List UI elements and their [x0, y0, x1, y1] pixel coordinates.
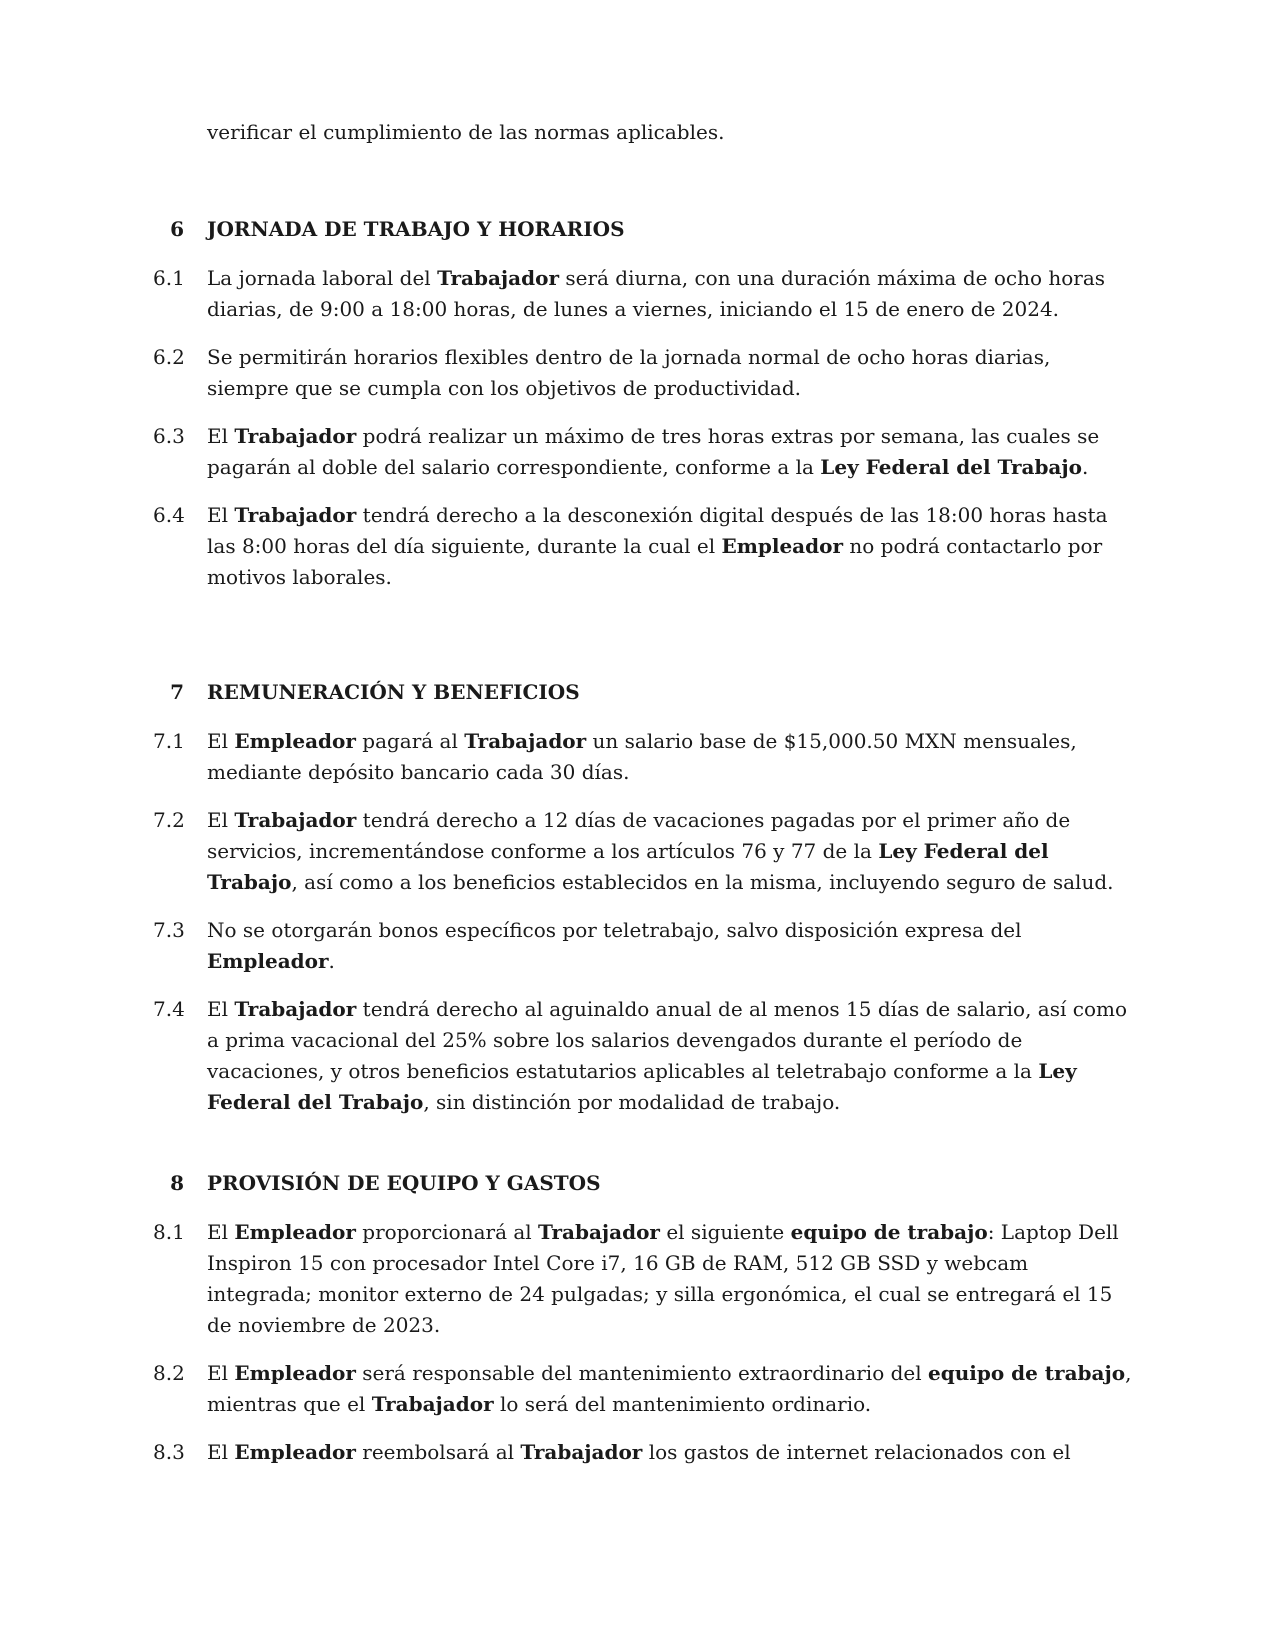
text-segment: El: [207, 808, 235, 832]
bold-term: Empleador: [234, 729, 356, 753]
clause-number: 8.1: [153, 1220, 185, 1244]
clause-number: 6.4: [153, 503, 185, 527]
section-heading: [0, 214, 1275, 245]
text-segment: el siguiente: [659, 1220, 791, 1244]
text-segment: .: [328, 949, 335, 973]
section-title: JORNADA DE TRABAJO Y HORARIOS: [207, 217, 625, 241]
clause-6-3: [0, 421, 1275, 483]
clause-number: 7.4: [153, 997, 185, 1021]
text-segment: tendrá derecho al aguinaldo anual de al menos 15 días de salario, así como a prima vacacional del 25% sobre los salarios devengados durante el período de vacaciones, y otros beneficios estatutarios aplicables al teletrabajo conforme a la: [207, 997, 1127, 1083]
section-title: PROVISIÓN DE EQUIPO Y GASTOS: [207, 1171, 601, 1195]
section-heading: [0, 677, 1275, 708]
bold-term: Ley Federal del Trabajo: [820, 455, 1082, 479]
text-segment: proporcionará al: [355, 1220, 539, 1244]
section-6: [0, 214, 1275, 593]
clause-text: [207, 915, 1137, 977]
text-segment: tendrá derecho a 12 días de vacaciones pagadas por el primer año de servicios, incrementándose conforme a los artículos 76 y 77 de la: [207, 808, 1071, 863]
clause-text: [207, 421, 1137, 483]
clause-number: 7.2: [153, 808, 185, 832]
text-segment: tendrá derecho a la desconexión digital después de las 18:00 horas hasta las 8:00 horas del día siguiente, durante la cual el: [207, 503, 1108, 558]
text-segment: Se permitirán horarios flexibles dentro de la jornada normal de ocho horas diarias, siempre que se cumpla con los objetivos de productividad.: [207, 345, 1051, 400]
clause-text: [207, 342, 1137, 404]
section-7: [0, 677, 1275, 1118]
text-segment: un salario base de $15,000.50 MXN mensuales, mediante depósito bancario cada 30 días.: [207, 729, 1077, 784]
text-segment: El: [207, 1361, 235, 1385]
text-segment: será responsable del mantenimiento extraordinario del: [355, 1361, 928, 1385]
bold-term: Trabajador: [234, 997, 357, 1021]
text-segment: El: [207, 729, 235, 753]
bold-term: equipo de trabajo: [790, 1220, 988, 1244]
bold-term: Trabajador: [520, 1440, 643, 1464]
text-segment: La jornada laboral del: [207, 266, 438, 290]
bold-term: Trabajador: [234, 808, 357, 832]
bold-term: Trabajador: [234, 503, 357, 527]
text-segment: reembolsará al: [355, 1440, 521, 1464]
text-segment: .: [1081, 455, 1089, 479]
text-segment: No se otorgarán bonos específicos por teletrabajo, salvo disposición expresa del: [207, 918, 1022, 942]
clause-text: [207, 805, 1137, 898]
bold-term: Empleador: [721, 534, 844, 558]
clause-7-2: [0, 805, 1275, 898]
bold-term: Trabajador: [538, 1220, 660, 1244]
clause-text: [207, 1437, 1137, 1468]
clause-7-3: [0, 915, 1275, 977]
bold-term: Empleador: [234, 1361, 356, 1385]
bold-term: Empleador: [234, 1220, 356, 1244]
clause-text: [207, 500, 1137, 593]
text-segment: El: [207, 424, 235, 448]
text-segment: podrá realizar un máximo de tres horas extras por semana, las cuales se pagarán al doble del salario correspondiente, conforme a la: [207, 424, 1100, 479]
clause-6-1: [0, 263, 1275, 325]
clause-number: 8.3: [153, 1440, 185, 1464]
section-heading: [0, 1168, 1275, 1199]
text-segment: , mientras que el: [207, 1361, 1132, 1416]
clause-8-3: [0, 1437, 1275, 1468]
clause-6-4: [0, 500, 1275, 593]
clause-number: 6.2: [153, 345, 185, 369]
text-segment: : Laptop Dell Inspiron 15 con procesador Intel Core i7, 16 GB de RAM, 512 GB SSD y webcam integrada; monitor externo de 24 pulgadas; y silla ergonómica, el cual se entregará el 15 de noviembre de 2023.: [207, 1220, 1119, 1337]
section-number: 6: [170, 217, 184, 241]
text-segment: , así como a los beneficios establecidos en la misma, incluyendo seguro de salud.: [291, 870, 1114, 894]
clause-6-2: [0, 342, 1275, 404]
text-segment: no podrá contactarlo por motivos laborales.: [207, 534, 1103, 589]
clause-text: [207, 263, 1137, 325]
clause-number: 7.3: [153, 918, 185, 942]
clause-8-2: [0, 1358, 1275, 1420]
text-segment: lo será del mantenimiento ordinario.: [493, 1392, 872, 1416]
bold-term: Trabajador: [371, 1392, 494, 1416]
clause-7-4: [0, 994, 1275, 1118]
section-number: 7: [170, 680, 184, 704]
text-segment: será diurna, con una duración máxima de ocho horas diarias, de 9:00 a 18:00 horas, de lunes a viernes, iniciando el 15 de enero de 2024.: [207, 266, 1106, 321]
continuation-text: verificar el cumplimiento de las normas aplicables.: [207, 120, 725, 144]
bold-term: Trabajador: [464, 729, 587, 753]
clause-text: [207, 1217, 1137, 1341]
text-segment: , sin distinción por modalidad de trabajo.: [423, 1090, 841, 1114]
text-segment: El: [207, 1440, 235, 1464]
section-title: REMUNERACIÓN Y BENEFICIOS: [207, 680, 580, 704]
bold-term: Trabajador: [437, 266, 559, 290]
section-8: [0, 1168, 1275, 1468]
text-segment: los gastos de internet relacionados con el: [642, 1440, 1071, 1464]
clause-text: [207, 994, 1137, 1118]
clause-8-1: [0, 1217, 1275, 1341]
bold-term: Empleador: [234, 1440, 356, 1464]
text-segment: El: [207, 1220, 235, 1244]
bold-term: Trabajador: [234, 424, 357, 448]
bold-term: Empleador: [207, 949, 329, 973]
clause-text: [207, 1358, 1137, 1420]
bold-term: Ley Federal del Trabajo: [207, 839, 1049, 894]
clause-number: 6.1: [153, 266, 185, 290]
clause-number: 6.3: [153, 424, 185, 448]
bold-term: Ley Federal del Trabajo: [207, 1059, 1077, 1114]
text-segment: pagará al: [355, 729, 465, 753]
clause-7-1: [0, 726, 1275, 788]
clause-number: 7.1: [153, 729, 185, 753]
clause-text: [207, 726, 1137, 788]
bold-term: equipo de trabajo: [928, 1361, 1126, 1385]
text-segment: El: [207, 503, 235, 527]
text-segment: El: [207, 997, 235, 1021]
section-number: 8: [170, 1171, 184, 1195]
clause-number: 8.2: [153, 1361, 185, 1385]
